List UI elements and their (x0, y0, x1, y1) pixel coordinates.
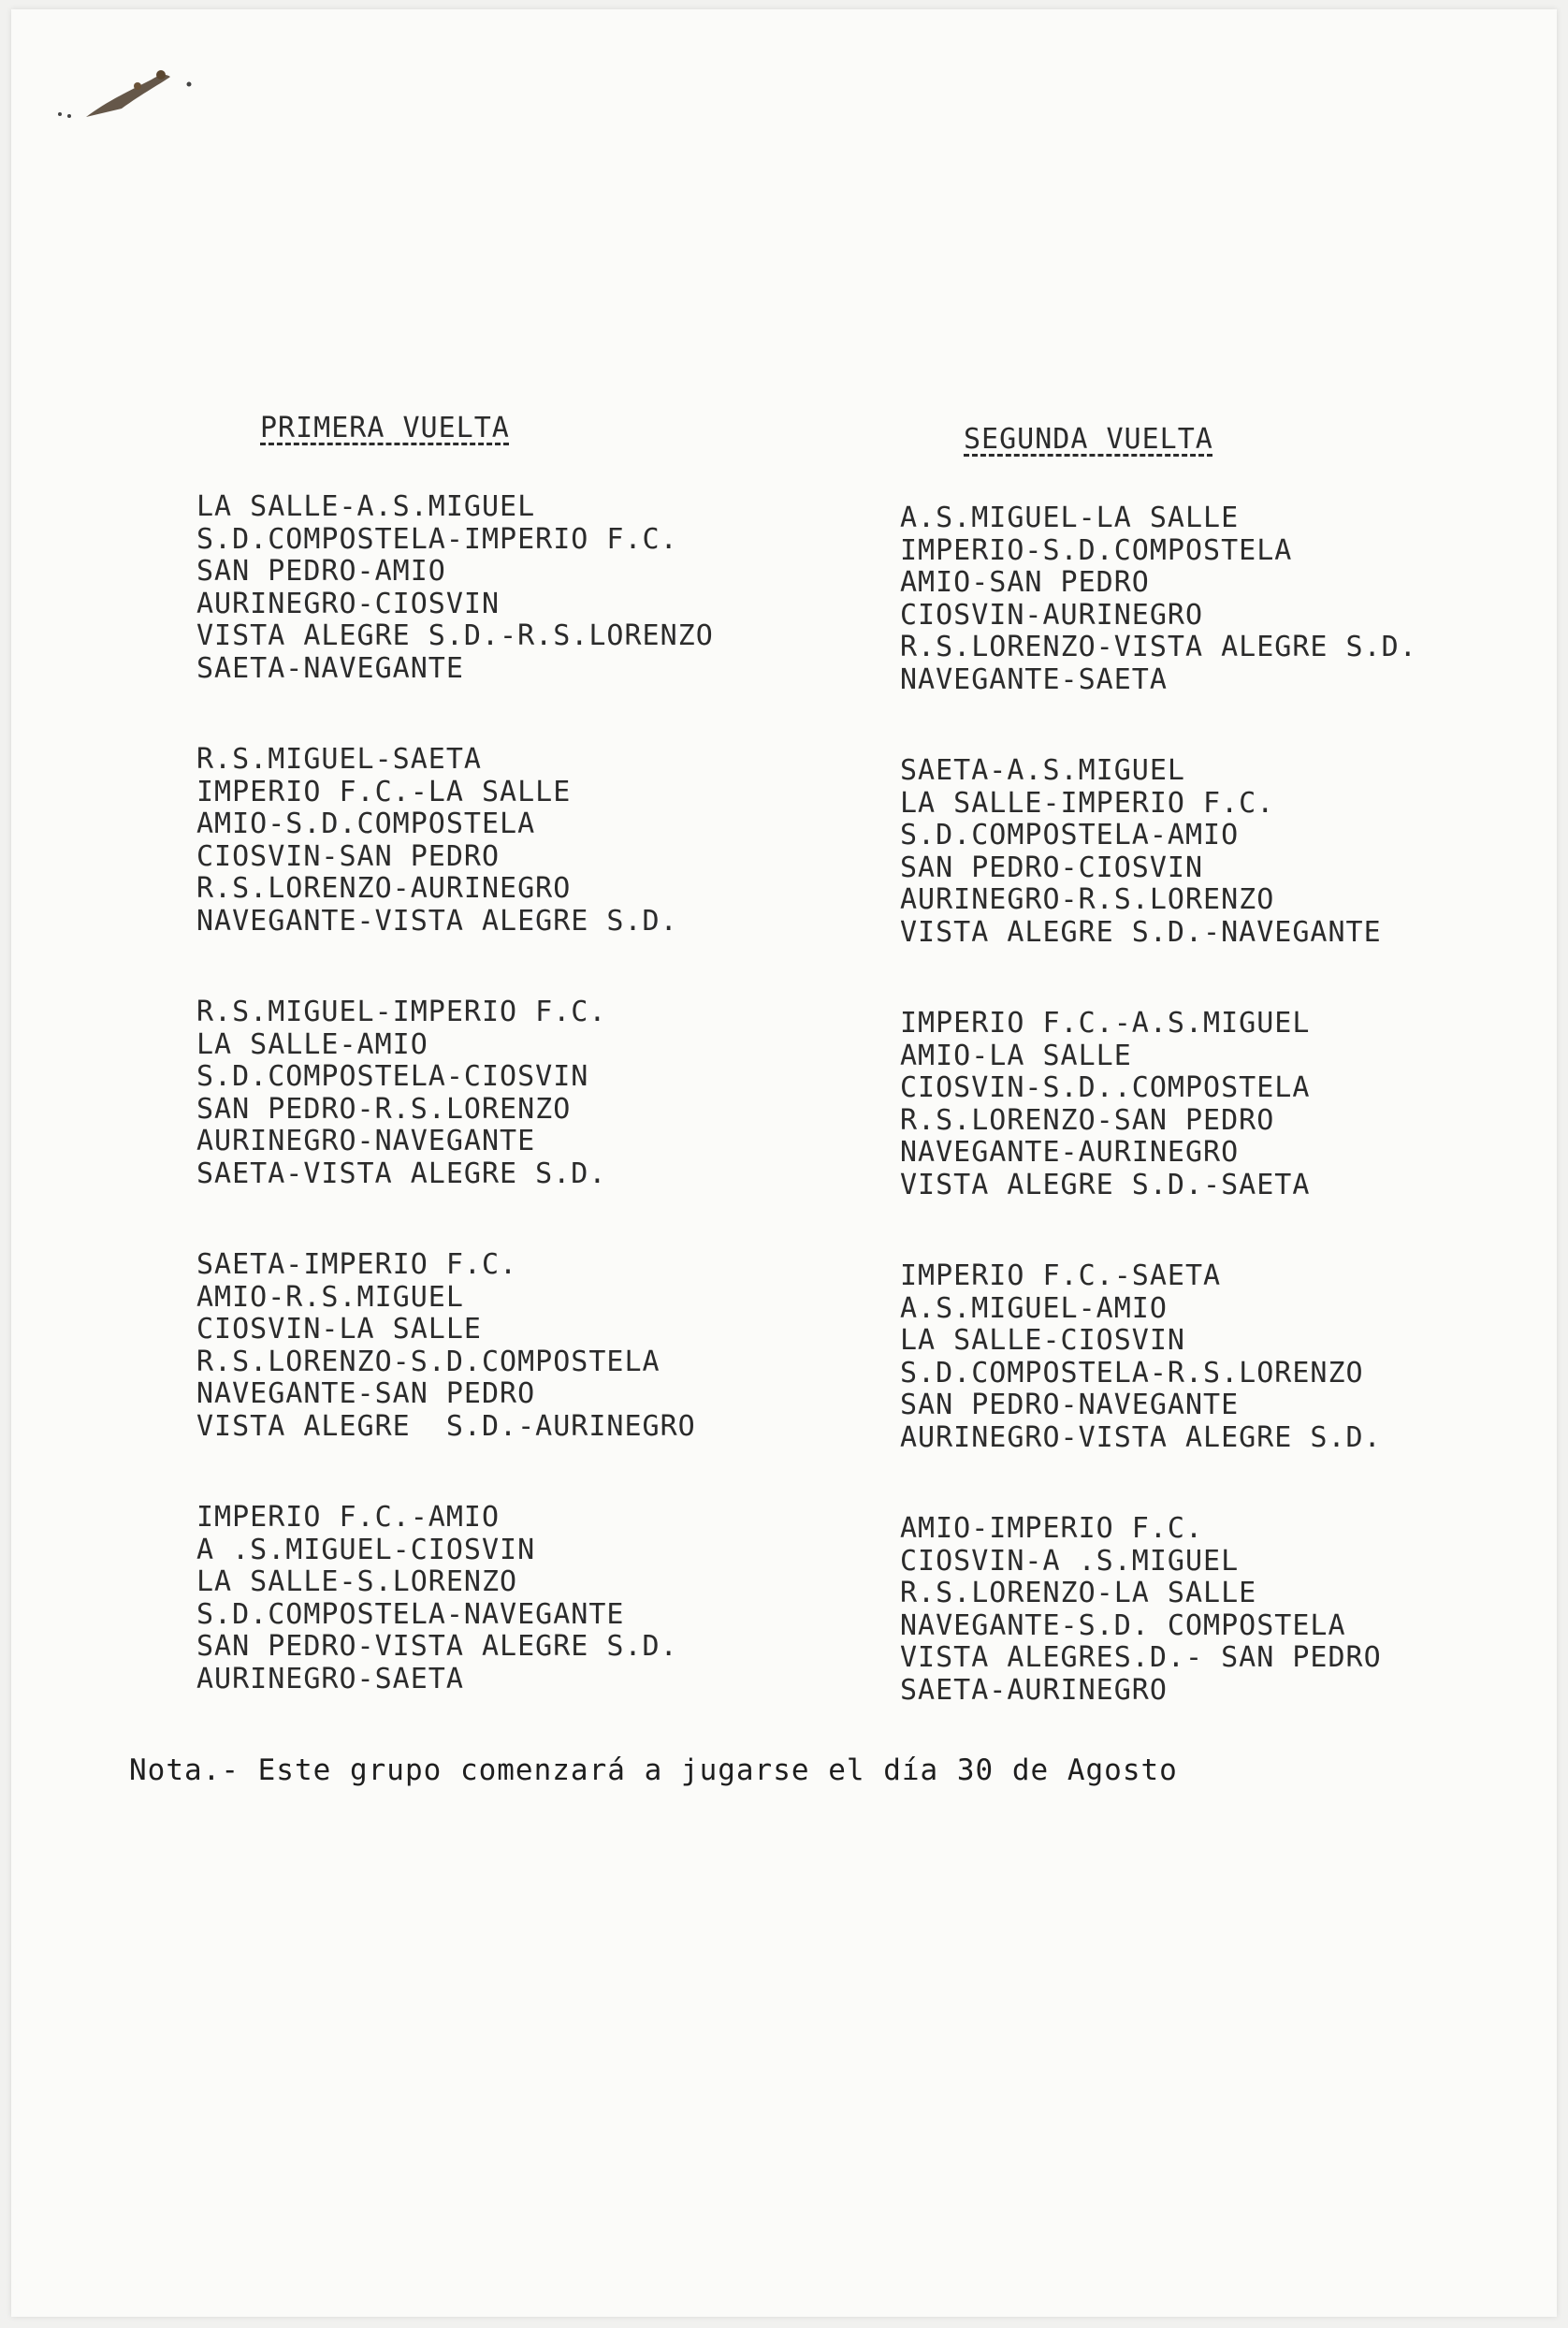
fixture-match-line: R.S.LORENZO-AURINEGRO (196, 872, 572, 905)
fixture-match-line: A.S.MIGUEL-LA SALLE (900, 502, 1240, 534)
fixture-match-line: SAETA-A.S.MIGUEL (900, 754, 1185, 787)
fixture-match-line: CIOSVIN-S.D..COMPOSTELA (900, 1071, 1311, 1104)
fixture-match-line: R.S.LORENZO-SAN PEDRO (900, 1103, 1275, 1137)
fixture-round-block (196, 1249, 795, 1443)
fixture-match-line: VISTA ALEGRE S.D.-NAVEGANTE (900, 915, 1382, 949)
fixture-match-line: VISTA ALEGRE S.D.-SAETA (900, 1168, 1311, 1201)
fixture-match-line: SAN PEDRO-R.S.LORENZO (196, 1092, 572, 1126)
fixture-match-line: AMIO-IMPERIO F.C. (900, 1512, 1204, 1545)
fixture-match-line: SAN PEDRO-CIOSVIN (900, 851, 1204, 884)
primera-fixture-blocks (196, 491, 795, 1695)
fixture-match-line: SAETA-NAVEGANTE (196, 651, 464, 685)
fixture-match-line: A.S.MIGUEL-AMIO (900, 1291, 1168, 1325)
fixture-match-line: R.S.LORENZO-VISTA ALEGRE S.D. (900, 631, 1417, 663)
fixture-match-line: LA SALLE-CIOSVIN (900, 1324, 1185, 1357)
segunda-vuelta-heading: SEGUNDA VUELTA (964, 423, 1213, 456)
fixture-match-line: AURINEGRO-SAETA (196, 1662, 464, 1695)
fixture-round-block (900, 1513, 1536, 1707)
fixture-match-line: LA SALLE-AMIO (196, 1027, 428, 1061)
fixture-round-block (196, 997, 795, 1190)
fixture-match-line: R.S.LORENZO-LA SALLE (900, 1577, 1257, 1609)
fixture-match-line: S.D.COMPOSTELA-IMPERIO F.C. (196, 522, 678, 556)
fixture-match-line: IMPERIO F.C.-AMIO (196, 1501, 501, 1534)
fixture-match-line: S.D.COMPOSTELA-R.S.LORENZO (900, 1356, 1364, 1390)
fixture-match-line: NAVEGANTE-SAETA (900, 662, 1168, 696)
primera-vuelta-heading: PRIMERA VUELTA (260, 412, 510, 444)
fixture-match-line: SAN PEDRO-AMIO (196, 555, 446, 588)
fixture-match-line: VISTA ALEGRE S.D.-R.S.LORENZO (196, 619, 714, 652)
fixture-match-line: S.D.COMPOSTELA-CIOSVIN (196, 1060, 589, 1093)
fixture-round-block (196, 744, 795, 938)
fixture-match-line: CIOSVIN-A .S.MIGUEL (900, 1544, 1240, 1578)
fixture-match-line: SAETA-VISTA ALEGRE S.D. (196, 1157, 607, 1190)
fixture-match-line: IMPERIO F.C.-SAETA (900, 1259, 1222, 1292)
fixture-match-line: SAN PEDRO-VISTA ALEGRE S.D. (196, 1630, 678, 1663)
fixture-match-line: AURINEGRO-CIOSVIN (196, 587, 501, 620)
fixture-round-block (900, 502, 1536, 696)
fixture-match-line: A .S.MIGUEL-CIOSVIN (196, 1533, 536, 1566)
fixture-match-line: AURINEGRO-NAVEGANTE (196, 1125, 536, 1157)
fixture-match-line: SAETA-IMPERIO F.C. (196, 1248, 518, 1281)
fixture-round-block (900, 1008, 1536, 1201)
fixture-match-line: NAVEGANTE-VISTA ALEGRE S.D. (196, 904, 678, 938)
fixture-match-line: IMPERIO F.C.-A.S.MIGUEL (900, 1007, 1311, 1040)
fixture-match-line: AMIO-R.S.MIGUEL (196, 1280, 464, 1314)
fixture-round-block (196, 1502, 795, 1695)
fixture-match-line: AMIO-LA SALLE (900, 1039, 1132, 1072)
fixture-match-line: NAVEGANTE-AURINEGRO (900, 1136, 1240, 1169)
fixture-match-line: VISTA ALEGRES.D.- SAN PEDRO (900, 1641, 1382, 1674)
fixture-match-line: LA SALLE-A.S.MIGUEL (196, 490, 536, 523)
fixture-match-line: AMIO-SAN PEDRO (900, 566, 1150, 599)
fixture-match-line: SAETA-AURINEGRO (900, 1673, 1168, 1707)
fixture-round-block (196, 491, 795, 685)
segunda-fixture-blocks (900, 502, 1536, 1707)
fixture-match-line: R.S.LORENZO-S.D.COMPOSTELA (196, 1345, 661, 1378)
note-text: Nota.- Este grupo comenzará a jugarse el día 30 de Agosto (129, 1753, 1178, 1787)
fixture-match-line: SAN PEDRO-NAVEGANTE (900, 1389, 1240, 1421)
fixture-round-block (900, 1260, 1536, 1454)
fixture-match-line: LA SALLE-S.LORENZO (196, 1565, 518, 1598)
fixture-match-line: S.D.COMPOSTELA-AMIO (900, 819, 1240, 851)
fixture-match-line: NAVEGANTE-S.D. COMPOSTELA (900, 1608, 1346, 1642)
fixture-match-line: CIOSVIN-AURINEGRO (900, 598, 1204, 632)
fixture-match-line: AMIO-S.D.COMPOSTELA (196, 808, 536, 840)
fixture-match-line: AURINEGRO-VISTA ALEGRE S.D. (900, 1420, 1382, 1454)
fixture-match-line: R.S.MIGUEL-IMPERIO F.C. (196, 996, 607, 1028)
segunda-vuelta-column (900, 423, 1536, 1766)
fixture-match-line: IMPERIO-S.D.COMPOSTELA (900, 533, 1293, 567)
fixture-match-line: NAVEGANTE-SAN PEDRO (196, 1377, 536, 1410)
ink-stain-mark (49, 65, 198, 122)
fixture-match-line: AURINEGRO-R.S.LORENZO (900, 883, 1275, 916)
fixture-match-line: CIOSVIN-SAN PEDRO (196, 839, 501, 873)
fixture-match-line: VISTA ALEGRE S.D.-AURINEGRO (196, 1409, 696, 1443)
primera-vuelta-column (196, 412, 795, 1754)
fixture-match-line: R.S.MIGUEL-SAETA (196, 743, 482, 776)
fixture-round-block (900, 755, 1536, 949)
fixture-match-line: CIOSVIN-LA SALLE (196, 1313, 482, 1346)
fixture-match-line: LA SALLE-IMPERIO F.C. (900, 786, 1275, 820)
fixture-match-line: S.D.COMPOSTELA-NAVEGANTE (196, 1597, 625, 1631)
fixture-match-line: IMPERIO F.C.-LA SALLE (196, 775, 572, 808)
